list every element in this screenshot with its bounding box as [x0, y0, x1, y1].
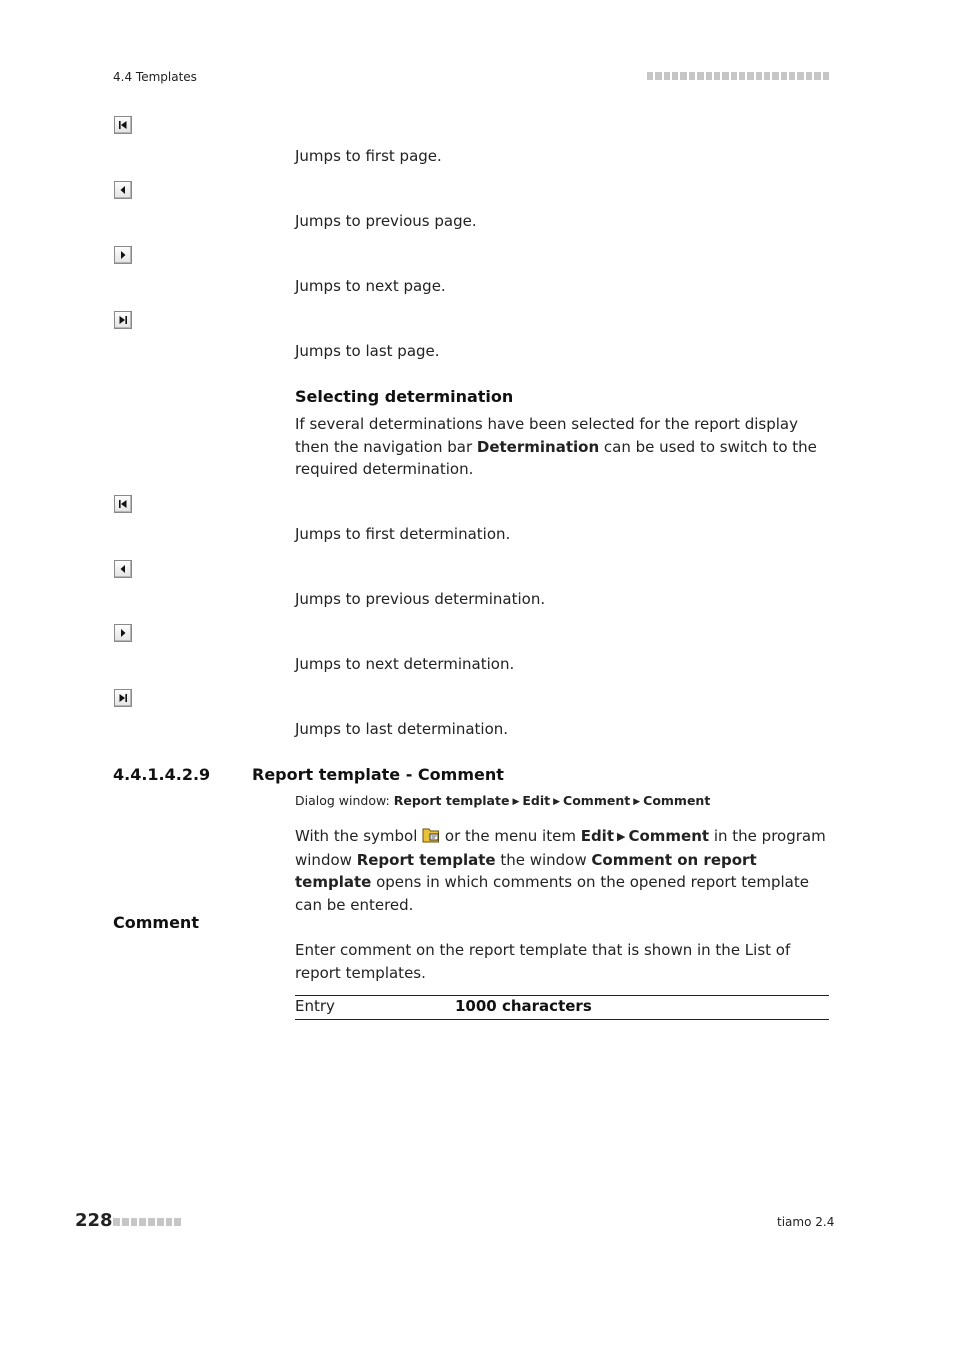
previous-determination-icon	[114, 560, 132, 578]
header-decoration	[647, 72, 829, 80]
parameter-name: Comment	[113, 913, 199, 932]
footer-decoration	[113, 1218, 181, 1226]
section-title: Report template - Comment	[252, 765, 504, 784]
selecting-determination-paragraph: If several determinations have been selected for the report display then the navigation bar Determination can be used to switch to the required determination.	[295, 415, 817, 478]
comment-folder-icon	[422, 826, 440, 843]
entry-table	[295, 995, 829, 1020]
selecting-determination-heading: Selecting determination	[295, 387, 514, 406]
next-page-description: Jumps to next page.	[295, 277, 446, 295]
section-number: 4.4.1.4.2.9	[113, 765, 211, 784]
previous-page-description: Jumps to previous page.	[295, 212, 477, 230]
page-number: 228	[75, 1210, 113, 1231]
determination-term: Determination	[476, 437, 600, 456]
last-determination-icon	[114, 689, 132, 707]
last-determination-description: Jumps to last determination.	[295, 720, 509, 738]
last-page-icon	[114, 311, 132, 329]
next-determination-icon	[114, 624, 132, 642]
parameter-description: Enter comment on the report template that is shown in the List of report templates.	[295, 941, 791, 982]
dialog-window-path: Dialog window: Report template ▶ Edit ▶ Comment ▶ Comment	[295, 793, 711, 808]
previous-page-icon	[114, 181, 132, 199]
last-page-description: Jumps to last page.	[295, 342, 440, 360]
section-intro-paragraph: With the symbol or the menu item Edit ▶ Comment in the program window Report template the window Comment on report template opens in which comments on the opened report template can be entered.	[295, 827, 826, 914]
product-name: tiamo 2.4	[777, 1215, 835, 1229]
next-page-icon	[114, 246, 132, 264]
entry-value: 1000 characters	[455, 997, 592, 1015]
first-page-icon	[114, 116, 132, 134]
next-determination-description: Jumps to next determination.	[295, 655, 515, 673]
running-header-section: 4.4 Templates	[113, 70, 197, 84]
first-determination-icon	[114, 495, 132, 513]
previous-determination-description: Jumps to previous determination.	[295, 590, 546, 608]
first-page-description: Jumps to first page.	[295, 147, 442, 165]
first-determination-description: Jumps to first determination.	[295, 525, 511, 543]
entry-label: Entry	[295, 997, 335, 1015]
